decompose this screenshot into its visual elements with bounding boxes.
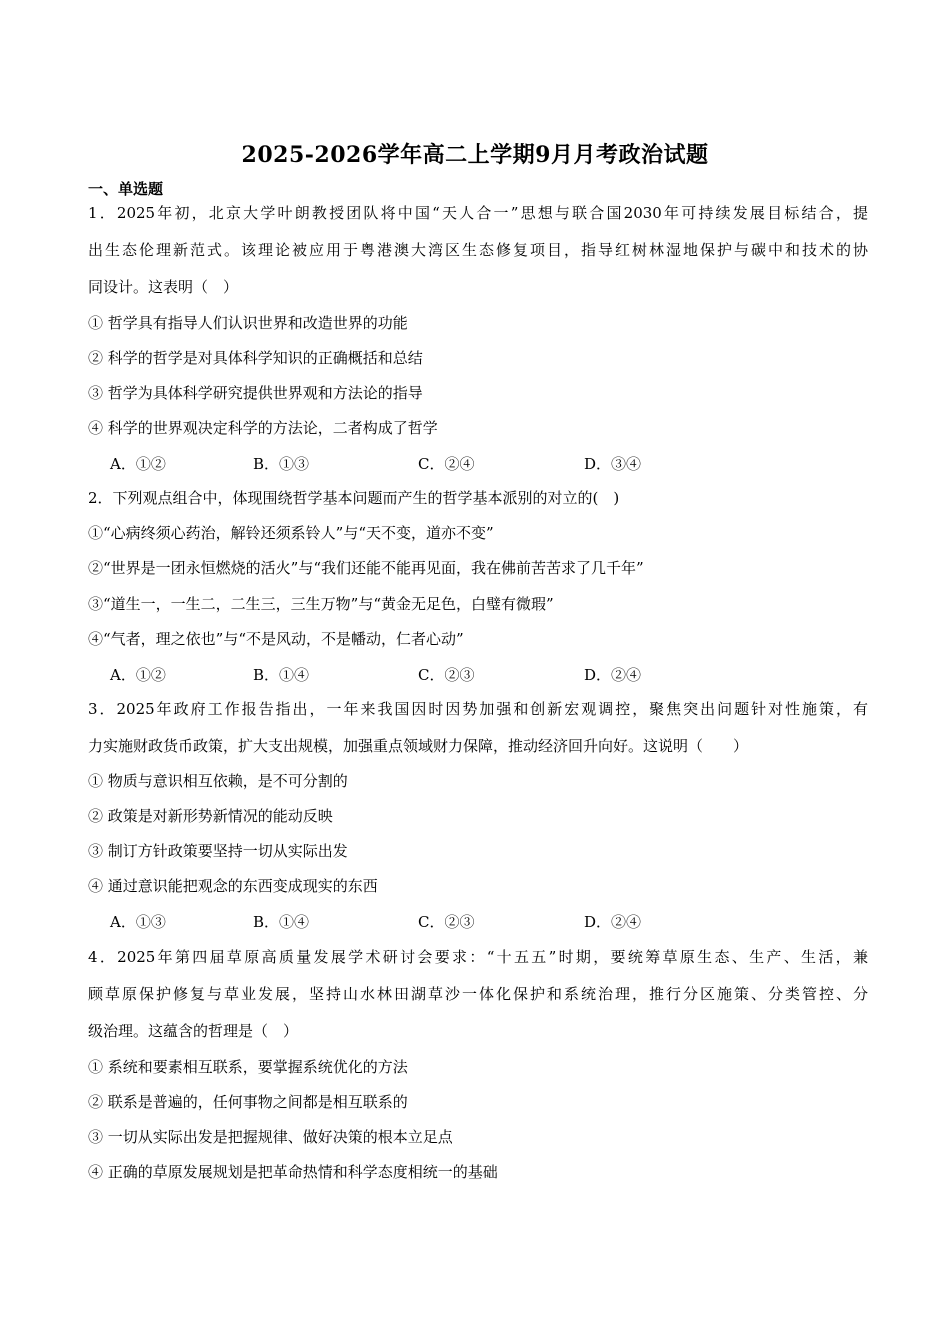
option-c[interactable]: C．②③ — [418, 666, 475, 684]
statement-item: ④“气者，理之依也”与“不是风动，不是幡动，仁者心动” — [88, 630, 464, 648]
question-stem-line: 出生态伦理新范式。该理论被应用于粤港澳大湾区生态修复项目，指导红树林湿地保护与碳中和技术的协 — [88, 241, 868, 259]
option-d[interactable]: D．③④ — [584, 455, 642, 473]
option-d[interactable]: D．②④ — [584, 913, 642, 931]
question-stem-line: 级治理。这蕴含的哲理是（ ） — [88, 1022, 299, 1040]
question-stem-line: 力实施财政货币政策，扩大支出规模，加强重点领域财力保障，推动经济回升向好。这说明（ ） — [88, 737, 749, 755]
question-stem-line: 4．2025年第四届草原高质量发展学术研讨会要求：“十五五”时期，要统筹草原生态、生产、生活，兼 — [88, 948, 868, 966]
statement-item: ④ 通过意识能把观念的东西变成现实的东西 — [88, 877, 378, 895]
statement-item: ③ 一切从实际出发是把握规律、做好决策的根本立足点 — [88, 1128, 453, 1146]
statement-item: ③ 制订方针政策要坚持一切从实际出发 — [88, 842, 348, 860]
statement-item: ①“心病终须心药治，解铃还须系铃人”与“天不变，道亦不变” — [88, 524, 494, 542]
statement-item: ① 系统和要素相互联系，要掌握系统优化的方法 — [88, 1058, 408, 1076]
statement-item: ① 物质与意识相互依赖，是不可分割的 — [88, 772, 348, 790]
option-b[interactable]: B．①③ — [253, 455, 310, 473]
statement-item: ③ 哲学为具体科学研究提供世界观和方法论的指导 — [88, 384, 423, 402]
option-c[interactable]: C．②④ — [418, 455, 475, 473]
statement-item: ④ 正确的草原发展规划是把革命热情和科学态度相统一的基础 — [88, 1163, 498, 1181]
question-stem-line: 顾草原保护修复与草业发展，坚持山水林田湖草沙一体化保护和系统治理，推行分区施策、分类管控、分 — [88, 985, 868, 1003]
statement-item: ②“世界是一团永恒燃烧的活火”与“我们还能不能再见面，我在佛前苦苦求了几千年” — [88, 559, 644, 577]
question-stem-line: 同设计。这表明（ ） — [88, 278, 239, 296]
answer-options — [110, 453, 710, 473]
question-stem-line: 1．2025年初，北京大学叶朗教授团队将中国“天人合一”思想与联合国2030年可持续发展目标结合，提 — [88, 204, 868, 222]
option-b[interactable]: B．①④ — [253, 666, 310, 684]
question-stem-line: 3．2025年政府工作报告指出，一年来我国因时因势加强和创新宏观调控，聚焦突出问题针对性施策，有 — [88, 700, 868, 718]
option-a[interactable]: A．①③ — [110, 913, 166, 931]
section-heading: 一、单选题 — [88, 180, 164, 198]
option-c[interactable]: C．②③ — [418, 913, 475, 931]
answer-options — [110, 911, 710, 931]
option-b[interactable]: B．①④ — [253, 913, 310, 931]
statement-item: ② 政策是对新形势新情况的能动反映 — [88, 807, 333, 825]
option-a[interactable]: A．①② — [110, 666, 166, 684]
statement-item: ② 科学的哲学是对具体科学知识的正确概括和总结 — [88, 349, 423, 367]
statement-item: ② 联系是普遍的，任何事物之间都是相互联系的 — [88, 1093, 408, 1111]
page-title: 2025-2026学年高二上学期9月月考政治试题 — [241, 142, 709, 168]
statement-item: ③“道生一，一生二，二生三，三生万物”与“黄金无足色，白璧有微瑕” — [88, 595, 554, 613]
statement-item: ④ 科学的世界观决定科学的方法论，二者构成了哲学 — [88, 419, 438, 437]
answer-options — [110, 664, 710, 684]
statement-item: ① 哲学具有指导人们认识世界和改造世界的功能 — [88, 314, 408, 332]
option-d[interactable]: D．②④ — [584, 666, 642, 684]
option-a[interactable]: A．①② — [110, 455, 166, 473]
question-stem-line: 2．下列观点组合中，体现围绕哲学基本问题而产生的哲学基本派别的对立的( ) — [88, 489, 620, 507]
